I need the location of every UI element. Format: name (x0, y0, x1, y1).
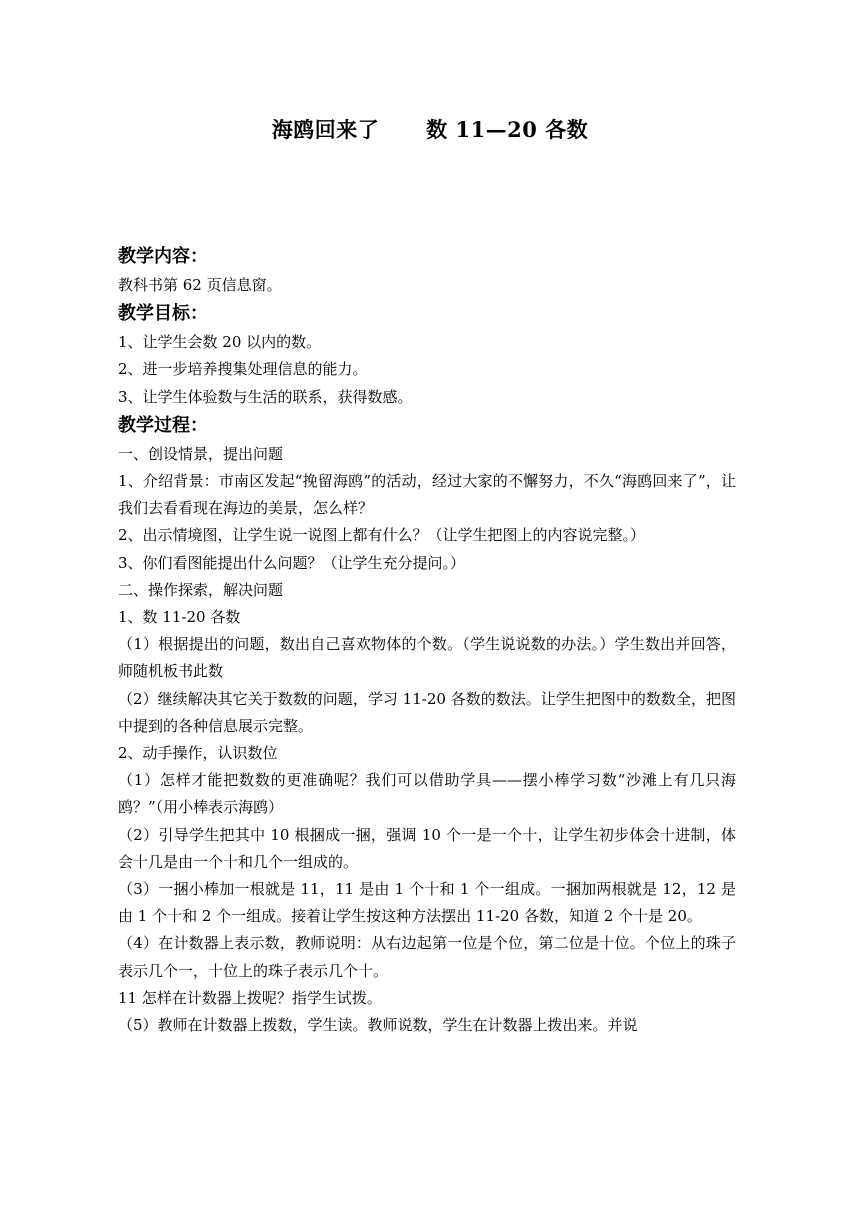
goal-item: 2、进一步培养搜集处理信息的能力。 (118, 360, 368, 379)
process-paragraph: （1）怎样才能把数数的更准确呢？我们可以借助学具——摆小棒学习数“沙滩上有几只海鸥？”（用小棒表示海鸥） (118, 771, 736, 817)
document-body (118, 242, 736, 1039)
process-paragraph: （1）根据提出的问题，数出自己喜欢物体的个数。（学生说说数的办法。）学生数出并回答，师随机板书此数 (118, 635, 736, 681)
process-paragraph: 3、你们看图能提出什么问题？（让学生充分提问。） (118, 553, 466, 572)
process-subheading: 二、操作探索，解决问题 (118, 580, 284, 599)
process-subheading: 2、动手操作，认识数位 (118, 744, 278, 763)
content-text: 教科书第 62 页信息窗。 (118, 276, 282, 294)
goal-item: 1、让学生会数 20 以内的数。 (118, 333, 322, 352)
process-paragraph: 11 怎样在计数器上拨呢？指学生试拨。 (118, 988, 382, 1007)
document-title: 海鸥回来了 数 11—20 各数 (271, 117, 589, 142)
section-heading-process: 教学过程： (118, 414, 208, 436)
process-paragraph: 1、介绍背景：市南区发起“挽留海鸥”的活动，经过大家的不懈努力，不久“海鸥回来了”，让我们去看看现在海边的美景，怎么样？ (118, 472, 736, 518)
process-paragraph: （3）一捆小棒加一根就是 11，11 是由 1 个十和 1 个一组成。一捆加两根就是 12，12 是由 1 个十和 2 个一组成。接着让学生按这种方法摆出 11-20 各数，知道 2 个十是 20。 (118, 880, 736, 926)
process-paragraph: （4）在计数器上表示数，教师说明：从右边起第一位是个位，第二位是十位。个位上的珠子表示几个一，十位上的珠子表示几个十。 (118, 934, 736, 980)
process-paragraph: （5）教师在计数器上拨数，学生读。教师说数，学生在计数器上拨出来。并说 (118, 1016, 638, 1035)
section-heading-goals: 教学目标： (118, 303, 208, 325)
process-subheading: 一、创设情景，提出问题 (118, 444, 284, 463)
process-paragraph: （2）引导学生把其中 10 根捆成一捆，强调 10 个一是一个十，让学生初步体会十进制，体会十几是由一个十和几个一组成的。 (118, 825, 736, 871)
process-paragraph: 2、出示情境图，让学生说一说图上都有什么？（让学生把图上的内容说完整。） (118, 526, 646, 545)
process-paragraph: （2）继续解决其它关于数数的问题，学习 11-20 各数的数法。让学生把图中的数数全，把图中提到的各种信息展示完整。 (118, 689, 736, 735)
process-subheading: 1、数 11-20 各数 (118, 608, 241, 627)
section-heading-content: 教学内容： (118, 246, 208, 267)
goal-item: 3、让学生体验数与生活的联系，获得数感。 (118, 387, 413, 406)
